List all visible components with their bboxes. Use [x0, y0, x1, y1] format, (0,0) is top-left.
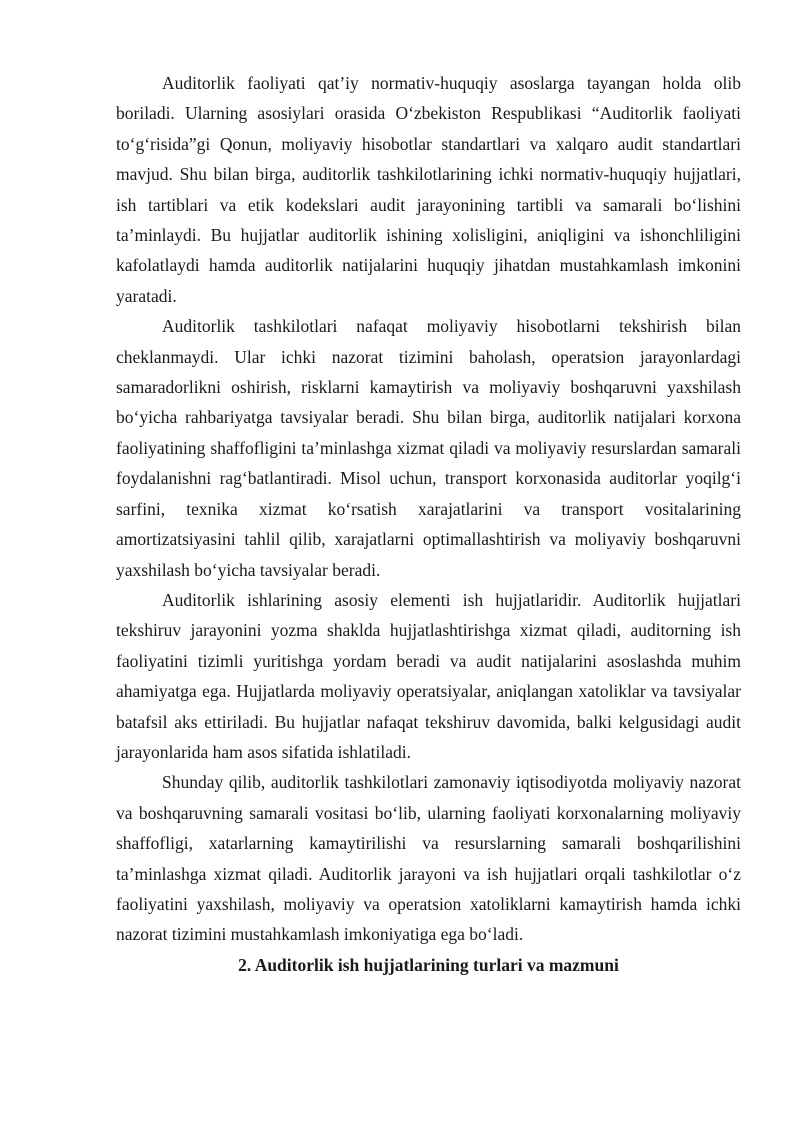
document-page: [116, 68, 741, 980]
paragraph-legal-basis: Auditorlik faoliyati qat’iy normativ-huquqiy asoslarga tayangan holda olib boriladi. Ularning asosiylari orasida O‘zbekiston Respublikasi “Auditorlik faoliyati to‘g‘risida”gi Qonun, moliyaviy hisobotlar standartlari va xalqaro audit standartlari mavjud. Shu bilan birga, auditorlik tashkilotlarining ichki normativ-huquqiy hujjatlari, ish tartiblari va etik kodekslari audit jarayonining tartibli va samarali bo‘lishini ta’minlaydi. Bu hujjatlar auditorlik ishining xolisligini, aniqligini va ishonchliligini kafolatlaydi hamda auditorlik natijalarini huquqiy jihatdan mustahkamlash imkonini yaratadi.: [116, 73, 741, 306]
paragraph-audit-functions: Auditorlik tashkilotlari nafaqat moliyaviy hisobotlarni tekshirish bilan cheklanmaydi. Ular ichki nazorat tizimini baholash, operatsion jarayonlardagi samaradorlikni oshirish, risklarni kamaytirish va moliyaviy boshqaruvni yaxshilash bo‘yicha rahbariyatga tavsiyalar beradi. Shu bilan birga, auditorlik natijalari korxona faoliyatining shaffofligini ta’minlashga xizmat qiladi va moliyaviy resurslardan samarali foydalanishni rag‘batlantiradi. Misol uchun, transport korxonasida auditorlar yoqilg‘i sarfini, texnika xizmat ko‘rsatish xarajatlarini va transport vositalarining amortizatsiyasini tahlil qilib, xarajatlarni optimallashtirish va moliyaviy boshqaruvni yaxshilash bo‘yicha tavsiyalar beradi.: [116, 316, 741, 580]
paragraph-working-papers: Auditorlik ishlarining asosiy elementi ish hujjatlaridir. Auditorlik hujjatlari tekshiruv jarayonini yozma shaklda hujjatlashtirishga xizmat qiladi, auditorning ish faoliyatini tizimli yuritishga yordam beradi va audit natijalarini asoslashda muhim ahamiyatga ega. Hujjatlarda moliyaviy operatsiyalar, aniqlangan xatoliklar va tavsiyalar batafsil aks ettiriladi. Bu hujjatlar nafaqat tekshiruv davomida, balki kelgusidagi audit jarayonlarida ham asos sifatida ishlatiladi.: [116, 589, 741, 762]
paragraph-conclusion: Shunday qilib, auditorlik tashkilotlari zamonaviy iqtisodiyotda moliyaviy nazorat va boshqaruvning samarali vositasi bo‘lib, ularning faoliyati korxonalarning moliyaviy shaffofligi, xatarlarning kamaytirilishi va resurslarning samarali boshqarilishini ta’minlashga xizmat qiladi. Auditorlik jarayoni va ish hujjatlari orqali tashkilotlar o‘z faoliyatini yaxshilash, moliyaviy va operatsion xatoliklarni kamaytirish hamda ichki nazorat tizimini mustahkamlash imkoniyatiga ega bo‘ladi.: [116, 772, 741, 945]
section-heading: 2. Auditorlik ish hujjatlarining turlari va mazmuni: [238, 954, 619, 975]
